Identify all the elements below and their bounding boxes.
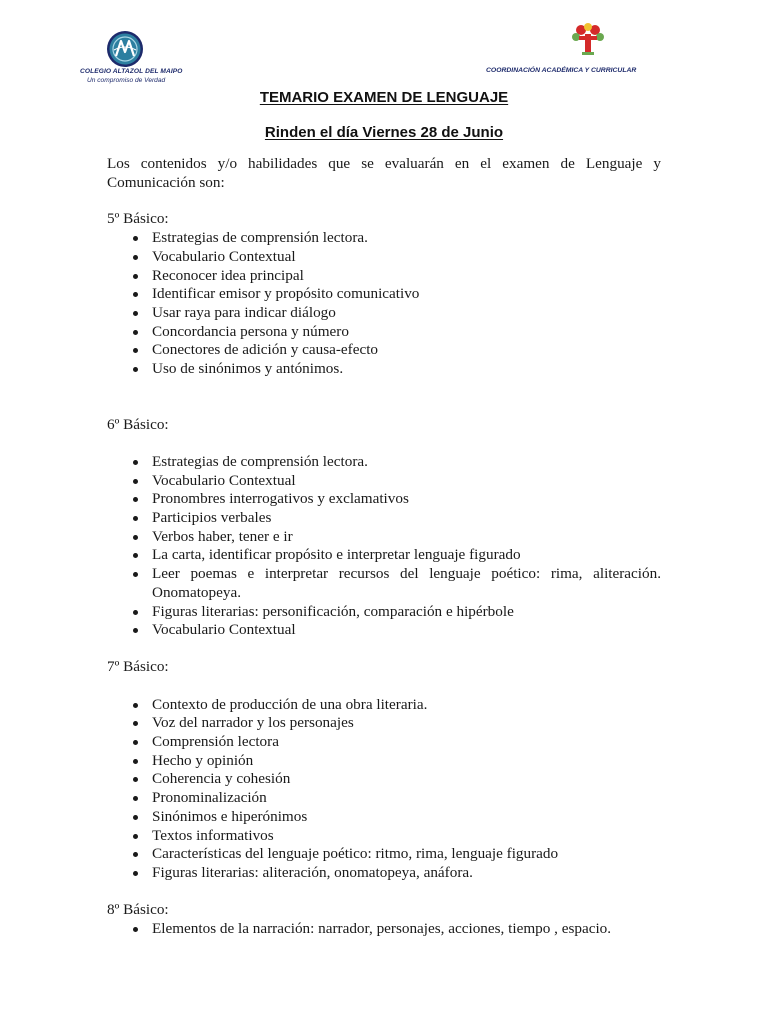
level-title: 7º Básico: (107, 658, 169, 676)
list-item: Hecho y opinión (107, 752, 661, 771)
list-item: Textos informativos (107, 827, 661, 846)
level-title: 6º Básico: (107, 415, 169, 433)
level-title: 5º Básico: (107, 210, 169, 228)
list-item: Elementos de la narración: narrador, personajes, acciones, tiempo , espacio. (107, 920, 661, 939)
level-section-6 (107, 416, 661, 640)
topic-list (107, 696, 661, 883)
list-item: Vocabulario Contextual (107, 472, 661, 491)
level-title: 8º Básico: (107, 901, 169, 919)
list-item: Voz del narrador y los personajes (107, 714, 661, 733)
list-item: Características del lenguaje poético: ritmo, rima, lenguaje figurado (107, 845, 661, 864)
list-item: Coherencia y cohesión (107, 770, 661, 789)
intro-paragraph: Los contenidos y/o habilidades que se evaluarán en el examen de Lenguaje y Comunicación son: (107, 155, 661, 191)
list-item: Estrategias de comprensión lectora. (107, 453, 661, 472)
list-item: Estrategias de comprensión lectora. (107, 229, 661, 248)
coordination-header (488, 22, 658, 82)
list-item: Pronombres interrogativos y exclamativos (107, 490, 661, 509)
spacer (107, 379, 661, 416)
list-item: Identificar emisor y propósito comunicativo (107, 285, 661, 304)
topic-list (107, 920, 661, 939)
list-item: Pronominalización (107, 789, 661, 808)
list-item: Reconocer idea principal (107, 267, 661, 286)
list-item: Leer poemas e interpretar recursos del lenguaje poético: rima, aliteración. Onomatopeya. (107, 565, 661, 602)
spacer (107, 434, 661, 453)
spacer (107, 677, 661, 696)
list-item: La carta, identificar propósito e interpretar lenguaje figurado (107, 546, 661, 565)
list-item: Sinónimos e hiperónimos (107, 808, 661, 827)
list-item: Usar raya para indicar diálogo (107, 304, 661, 323)
list-item: Figuras literarias: aliteración, onomatopeya, anáfora. (107, 864, 661, 883)
document-title: TEMARIO EXAMEN DE LENGUAJE (259, 89, 509, 106)
list-item: Figuras literarias: personificación, comparación e hipérbole (107, 603, 661, 622)
list-item: Vocabulario Contextual (107, 621, 661, 640)
school-logo-icon (106, 30, 144, 68)
topic-list (107, 453, 661, 640)
list-item: Contexto de producción de una obra literaria. (107, 696, 661, 715)
school-name: COLEGIO ALTAZOL DEL MAIPO (80, 68, 183, 75)
topic-list (107, 229, 661, 379)
coordination-seal-icon (568, 22, 608, 56)
coordination-label: COORDINACIÓN ACADÉMICA Y CURRICULAR (486, 67, 637, 74)
school-motto: Un compromiso de Verdad (87, 77, 166, 84)
level-section-5 (107, 210, 661, 378)
list-item: Comprensión lectora (107, 733, 661, 752)
list-item: Participios verbales (107, 509, 661, 528)
list-item: Vocabulario Contextual (107, 248, 661, 267)
document-body (107, 155, 661, 939)
list-item: Uso de sinónimos y antónimos. (107, 360, 661, 379)
list-item: Verbos haber, tener e ir (107, 528, 661, 547)
list-item: Conectores de adición y causa-efecto (107, 341, 661, 360)
spacer (107, 883, 661, 902)
spacer (107, 640, 661, 659)
list-item: Concordancia persona y número (107, 323, 661, 342)
level-section-7 (107, 658, 661, 882)
document-subtitle: Rinden el día Viernes 28 de Junio (264, 124, 504, 141)
level-section-8 (107, 901, 661, 938)
